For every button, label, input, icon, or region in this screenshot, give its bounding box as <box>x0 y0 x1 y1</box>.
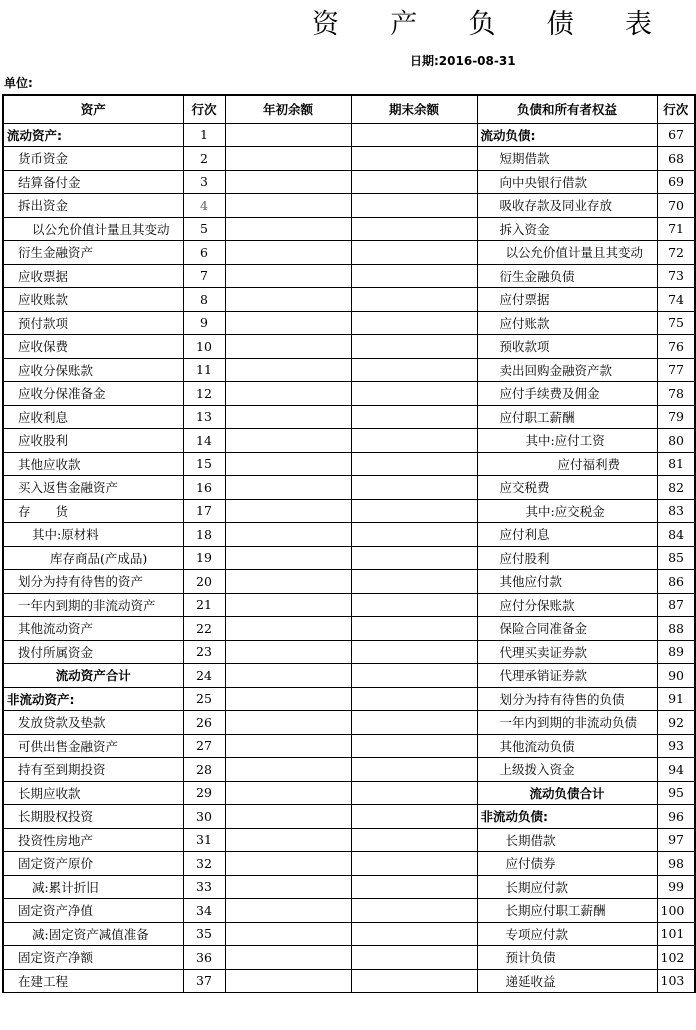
unit-label: 单位: <box>4 76 33 90</box>
end-balance-cell[interactable] <box>351 711 477 735</box>
asset-item: 投资性房地产 <box>3 828 183 852</box>
liability-line-no: 102 <box>657 946 695 970</box>
asset-line-no: 19 <box>183 546 225 570</box>
asset-item: 应收分保准备金 <box>3 382 183 406</box>
asset-item: 拨付所属资金 <box>3 640 183 664</box>
liability-line-no: 80 <box>657 429 695 453</box>
liability-line-no: 92 <box>657 711 695 735</box>
end-balance-cell[interactable] <box>351 241 477 265</box>
end-balance-cell[interactable] <box>351 194 477 218</box>
end-balance-cell[interactable] <box>351 781 477 805</box>
asset-line-no: 22 <box>183 617 225 641</box>
asset-item: 应收股利 <box>3 429 183 453</box>
table-row <box>3 311 695 335</box>
liability-item: 其中:应交税金 <box>477 499 657 523</box>
asset-line-no: 6 <box>183 241 225 265</box>
asset-item: 减:累计折旧 <box>3 875 183 899</box>
end-balance-cell[interactable] <box>351 476 477 500</box>
liability-item: 流动负债: <box>477 123 657 147</box>
liability-line-no: 87 <box>657 593 695 617</box>
end-balance-cell[interactable] <box>351 852 477 876</box>
asset-line-no: 18 <box>183 523 225 547</box>
asset-line-no: 17 <box>183 499 225 523</box>
liability-line-no: 100 <box>657 899 695 923</box>
asset-line-no: 16 <box>183 476 225 500</box>
liability-item: 应付职工薪酬 <box>477 405 657 429</box>
asset-item: 应收保费 <box>3 335 183 359</box>
liability-line-no: 81 <box>657 452 695 476</box>
liability-line-no: 71 <box>657 217 695 241</box>
liability-item: 衍生金融负债 <box>477 264 657 288</box>
liability-item: 应付福利费 <box>477 452 657 476</box>
asset-line-no: 10 <box>183 335 225 359</box>
liability-line-no: 77 <box>657 358 695 382</box>
begin-balance-cell[interactable] <box>225 758 351 782</box>
asset-item: 应收账款 <box>3 288 183 312</box>
end-balance-cell[interactable] <box>351 523 477 547</box>
liability-item: 非流动负债: <box>477 805 657 829</box>
report-date: 日期:2016-08-31 <box>410 54 516 68</box>
liability-line-no: 89 <box>657 640 695 664</box>
asset-line-no: 21 <box>183 593 225 617</box>
begin-balance-cell[interactable] <box>225 382 351 406</box>
begin-balance-cell[interactable] <box>225 288 351 312</box>
table-row <box>3 335 695 359</box>
asset-item: 其他应收款 <box>3 452 183 476</box>
asset-line-no: 3 <box>183 170 225 194</box>
liability-line-no: 103 <box>657 969 695 993</box>
begin-balance-cell[interactable] <box>225 241 351 265</box>
asset-line-no: 37 <box>183 969 225 993</box>
liability-line-no: 78 <box>657 382 695 406</box>
liability-item: 应付债券 <box>477 852 657 876</box>
table-row <box>3 147 695 171</box>
asset-line-no: 24 <box>183 664 225 688</box>
liability-item: 上级拨入资金 <box>477 758 657 782</box>
table-row <box>3 852 695 876</box>
liability-line-no: 91 <box>657 687 695 711</box>
table-row <box>3 429 695 453</box>
begin-balance-cell[interactable] <box>225 969 351 993</box>
table-row <box>3 288 695 312</box>
asset-line-no: 7 <box>183 264 225 288</box>
liability-line-no: 98 <box>657 852 695 876</box>
begin-balance-cell[interactable] <box>225 123 351 147</box>
end-balance-cell[interactable] <box>351 288 477 312</box>
liability-line-no: 95 <box>657 781 695 805</box>
asset-item: 衍生金融资产 <box>3 241 183 265</box>
end-balance-cell[interactable] <box>351 922 477 946</box>
liability-item: 预收款项 <box>477 335 657 359</box>
asset-line-no: 2 <box>183 147 225 171</box>
end-balance-cell[interactable] <box>351 217 477 241</box>
asset-line-no: 29 <box>183 781 225 805</box>
table-row <box>3 922 695 946</box>
table-row <box>3 358 695 382</box>
liability-item: 保险合同准备金 <box>477 617 657 641</box>
table-row <box>3 382 695 406</box>
end-balance-cell[interactable] <box>351 335 477 359</box>
liability-line-no: 93 <box>657 734 695 758</box>
begin-balance-cell[interactable] <box>225 546 351 570</box>
asset-line-no: 13 <box>183 405 225 429</box>
end-balance-cell[interactable] <box>351 805 477 829</box>
liability-item: 以公允价值计量且其变动 <box>477 241 657 265</box>
table-row <box>3 617 695 641</box>
liability-line-no: 73 <box>657 264 695 288</box>
title-char: 表 <box>625 9 652 40</box>
liability-item: 递延收益 <box>477 969 657 993</box>
end-balance-cell[interactable] <box>351 429 477 453</box>
asset-line-no: 30 <box>183 805 225 829</box>
begin-balance-cell[interactable] <box>225 805 351 829</box>
begin-balance-cell[interactable] <box>225 476 351 500</box>
table-row <box>3 969 695 993</box>
table-row <box>3 452 695 476</box>
table-row <box>3 734 695 758</box>
begin-balance-cell[interactable] <box>225 875 351 899</box>
begin-balance-cell[interactable] <box>225 405 351 429</box>
header-end-balance: 期末余额 <box>351 95 477 123</box>
asset-line-no: 4 <box>183 194 225 218</box>
begin-balance-cell[interactable] <box>225 217 351 241</box>
asset-item: 存 货 <box>3 499 183 523</box>
begin-balance-cell[interactable] <box>225 617 351 641</box>
asset-item: 拆出资金 <box>3 194 183 218</box>
title-char: 资 <box>312 9 339 40</box>
end-balance-cell[interactable] <box>351 570 477 594</box>
asset-item: 非流动资产: <box>3 687 183 711</box>
end-balance-cell[interactable] <box>351 382 477 406</box>
liability-item: 吸收存款及同业存放 <box>477 194 657 218</box>
table-row <box>3 687 695 711</box>
liability-line-no: 82 <box>657 476 695 500</box>
asset-item: 流动资产合计 <box>3 664 183 688</box>
liability-item: 卖出回购金融资产款 <box>477 358 657 382</box>
liability-item: 流动负债合计 <box>477 781 657 805</box>
liability-line-no: 94 <box>657 758 695 782</box>
liability-item: 专项应付款 <box>477 922 657 946</box>
liability-line-no: 99 <box>657 875 695 899</box>
liability-line-no: 72 <box>657 241 695 265</box>
end-balance-cell[interactable] <box>351 687 477 711</box>
header-row <box>3 95 695 123</box>
end-balance-cell[interactable] <box>351 664 477 688</box>
liability-item: 拆入资金 <box>477 217 657 241</box>
begin-balance-cell[interactable] <box>225 170 351 194</box>
asset-line-no: 23 <box>183 640 225 664</box>
begin-balance-cell[interactable] <box>225 452 351 476</box>
liability-item: 预计负债 <box>477 946 657 970</box>
end-balance-cell[interactable] <box>351 758 477 782</box>
begin-balance-cell[interactable] <box>225 311 351 335</box>
asset-item: 一年内到期的非流动资产 <box>3 593 183 617</box>
liability-line-no: 84 <box>657 523 695 547</box>
asset-item: 在建工程 <box>3 969 183 993</box>
liability-item: 长期应付职工薪酬 <box>477 899 657 923</box>
table-row <box>3 546 695 570</box>
asset-item: 长期股权投资 <box>3 805 183 829</box>
end-balance-cell[interactable] <box>351 405 477 429</box>
table-row <box>3 217 695 241</box>
end-balance-cell[interactable] <box>351 147 477 171</box>
end-balance-cell[interactable] <box>351 734 477 758</box>
table-row <box>3 194 695 218</box>
liability-line-no: 85 <box>657 546 695 570</box>
asset-item: 以公允价值计量且其变动 <box>3 217 183 241</box>
end-balance-cell[interactable] <box>351 946 477 970</box>
asset-item: 可供出售金融资产 <box>3 734 183 758</box>
begin-balance-cell[interactable] <box>225 499 351 523</box>
asset-line-no: 15 <box>183 452 225 476</box>
begin-balance-cell[interactable] <box>225 711 351 735</box>
header-row-no-right: 行次 <box>657 95 695 123</box>
title-char: 负 <box>468 9 496 40</box>
liability-item: 其他流动负债 <box>477 734 657 758</box>
table-row <box>3 241 695 265</box>
table-row <box>3 805 695 829</box>
begin-balance-cell[interactable] <box>225 523 351 547</box>
begin-balance-cell[interactable] <box>225 734 351 758</box>
asset-line-no: 25 <box>183 687 225 711</box>
liability-line-no: 79 <box>657 405 695 429</box>
liability-item: 应付分保账款 <box>477 593 657 617</box>
table-row <box>3 570 695 594</box>
begin-balance-cell[interactable] <box>225 852 351 876</box>
table-row <box>3 640 695 664</box>
liability-item: 应付票据 <box>477 288 657 312</box>
table-row <box>3 170 695 194</box>
begin-balance-cell[interactable] <box>225 264 351 288</box>
asset-line-no: 20 <box>183 570 225 594</box>
asset-line-no: 35 <box>183 922 225 946</box>
table-row <box>3 523 695 547</box>
asset-line-no: 26 <box>183 711 225 735</box>
end-balance-cell[interactable] <box>351 593 477 617</box>
table-row <box>3 828 695 852</box>
liability-line-no: 74 <box>657 288 695 312</box>
table-row <box>3 946 695 970</box>
title-char: 产 <box>390 9 418 40</box>
table-row <box>3 899 695 923</box>
end-balance-cell[interactable] <box>351 358 477 382</box>
end-balance-cell[interactable] <box>351 311 477 335</box>
asset-line-no: 31 <box>183 828 225 852</box>
end-balance-cell[interactable] <box>351 875 477 899</box>
asset-item: 其中:原材料 <box>3 523 183 547</box>
liability-line-no: 68 <box>657 147 695 171</box>
begin-balance-cell[interactable] <box>225 429 351 453</box>
liability-line-no: 76 <box>657 335 695 359</box>
table-row <box>3 405 695 429</box>
end-balance-cell[interactable] <box>351 499 477 523</box>
liability-line-no: 97 <box>657 828 695 852</box>
end-balance-cell[interactable] <box>351 546 477 570</box>
asset-item: 结算备付金 <box>3 170 183 194</box>
begin-balance-cell[interactable] <box>225 358 351 382</box>
header-begin-balance: 年初余额 <box>225 95 351 123</box>
liability-item: 应付利息 <box>477 523 657 547</box>
title-char: 债 <box>546 9 574 40</box>
liability-line-no: 90 <box>657 664 695 688</box>
asset-item: 流动资产: <box>3 123 183 147</box>
asset-item: 库存商品(产成品) <box>3 546 183 570</box>
liability-line-no: 86 <box>657 570 695 594</box>
asset-item: 固定资产净额 <box>3 946 183 970</box>
liability-line-no: 101 <box>657 922 695 946</box>
asset-item: 划分为持有待售的资产 <box>3 570 183 594</box>
asset-item: 买入返售金融资产 <box>3 476 183 500</box>
table-row <box>3 711 695 735</box>
asset-line-no: 11 <box>183 358 225 382</box>
asset-line-no: 28 <box>183 758 225 782</box>
table-row <box>3 664 695 688</box>
asset-item: 固定资产净值 <box>3 899 183 923</box>
liability-line-no: 69 <box>657 170 695 194</box>
liability-line-no: 67 <box>657 123 695 147</box>
table-row <box>3 875 695 899</box>
table-row <box>3 123 695 147</box>
end-balance-cell[interactable] <box>351 123 477 147</box>
asset-line-no: 27 <box>183 734 225 758</box>
begin-balance-cell[interactable] <box>225 687 351 711</box>
end-balance-cell[interactable] <box>351 640 477 664</box>
header-asset: 资产 <box>3 95 183 123</box>
asset-line-no: 36 <box>183 946 225 970</box>
asset-line-no: 34 <box>183 899 225 923</box>
liability-item: 向中央银行借款 <box>477 170 657 194</box>
liability-item: 代理买卖证券款 <box>477 640 657 664</box>
asset-item: 长期应收款 <box>3 781 183 805</box>
liability-item: 其中:应付工资 <box>477 429 657 453</box>
liability-line-no: 83 <box>657 499 695 523</box>
end-balance-cell[interactable] <box>351 828 477 852</box>
asset-line-no: 12 <box>183 382 225 406</box>
begin-balance-cell[interactable] <box>225 781 351 805</box>
table-row <box>3 781 695 805</box>
begin-balance-cell[interactable] <box>225 593 351 617</box>
begin-balance-cell[interactable] <box>225 922 351 946</box>
asset-item: 应收分保账款 <box>3 358 183 382</box>
asset-line-no: 1 <box>183 123 225 147</box>
asset-item: 发放贷款及垫款 <box>3 711 183 735</box>
asset-line-no: 8 <box>183 288 225 312</box>
liability-item: 应付股利 <box>477 546 657 570</box>
asset-line-no: 33 <box>183 875 225 899</box>
balance-sheet-table <box>2 94 696 993</box>
begin-balance-cell[interactable] <box>225 946 351 970</box>
asset-line-no: 32 <box>183 852 225 876</box>
asset-item: 应收票据 <box>3 264 183 288</box>
liability-item: 应交税费 <box>477 476 657 500</box>
asset-item: 固定资产原价 <box>3 852 183 876</box>
begin-balance-cell[interactable] <box>225 640 351 664</box>
end-balance-cell[interactable] <box>351 969 477 993</box>
begin-balance-cell[interactable] <box>225 899 351 923</box>
liability-item: 其他应付款 <box>477 570 657 594</box>
liability-line-no: 75 <box>657 311 695 335</box>
header-liability: 负债和所有者权益 <box>477 95 657 123</box>
asset-item: 预付款项 <box>3 311 183 335</box>
liability-item: 短期借款 <box>477 147 657 171</box>
liability-line-no: 96 <box>657 805 695 829</box>
table-row <box>3 499 695 523</box>
begin-balance-cell[interactable] <box>225 147 351 171</box>
table-row <box>3 593 695 617</box>
asset-item: 其他流动资产 <box>3 617 183 641</box>
liability-line-no: 88 <box>657 617 695 641</box>
liability-line-no: 70 <box>657 194 695 218</box>
begin-balance-cell[interactable] <box>225 335 351 359</box>
page-title <box>312 2 652 41</box>
table-row <box>3 476 695 500</box>
end-balance-cell[interactable] <box>351 899 477 923</box>
table-row <box>3 264 695 288</box>
end-balance-cell[interactable] <box>351 452 477 476</box>
begin-balance-cell[interactable] <box>225 194 351 218</box>
begin-balance-cell[interactable] <box>225 664 351 688</box>
liability-item: 代理承销证券款 <box>477 664 657 688</box>
asset-item: 货币资金 <box>3 147 183 171</box>
end-balance-cell[interactable] <box>351 170 477 194</box>
header-row-no: 行次 <box>183 95 225 123</box>
begin-balance-cell[interactable] <box>225 570 351 594</box>
begin-balance-cell[interactable] <box>225 828 351 852</box>
asset-item: 减:固定资产减值准备 <box>3 922 183 946</box>
liability-item: 长期借款 <box>477 828 657 852</box>
end-balance-cell[interactable] <box>351 617 477 641</box>
liability-item: 应付账款 <box>477 311 657 335</box>
liability-item: 一年内到期的非流动负债 <box>477 711 657 735</box>
asset-item: 持有至到期投资 <box>3 758 183 782</box>
table-row <box>3 758 695 782</box>
asset-line-no: 9 <box>183 311 225 335</box>
asset-line-no: 5 <box>183 217 225 241</box>
liability-item: 划分为持有待售的负债 <box>477 687 657 711</box>
liability-item: 长期应付款 <box>477 875 657 899</box>
end-balance-cell[interactable] <box>351 264 477 288</box>
asset-line-no: 14 <box>183 429 225 453</box>
liability-item: 应付手续费及佣金 <box>477 382 657 406</box>
asset-item: 应收利息 <box>3 405 183 429</box>
